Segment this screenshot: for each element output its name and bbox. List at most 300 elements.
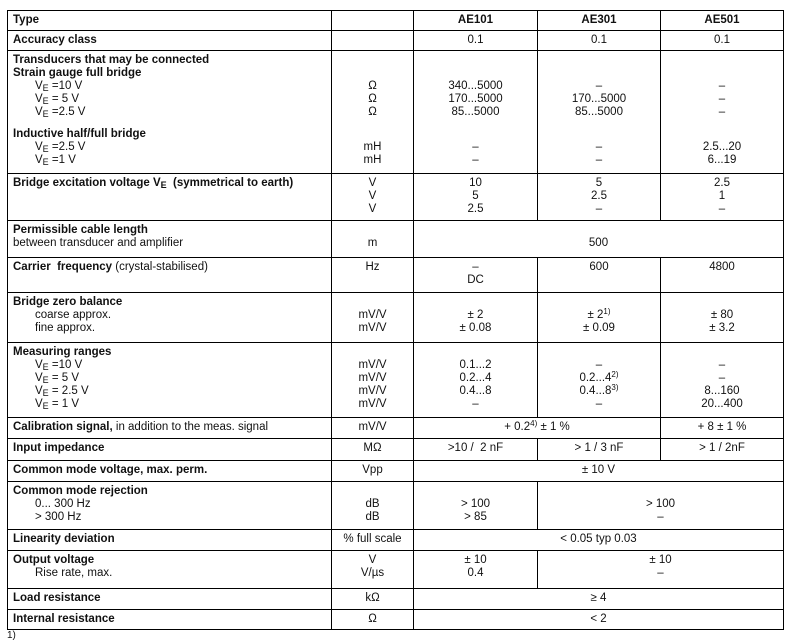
line-text: 20...400 [701, 398, 743, 410]
spec-unit [332, 174, 414, 221]
spec-label [8, 551, 332, 589]
text-line [414, 485, 537, 498]
spec-row-input-impedance [8, 439, 784, 461]
spec-label [8, 343, 332, 418]
header-row [8, 11, 784, 31]
spec-label [8, 589, 332, 610]
text-line [661, 442, 783, 455]
text-line [332, 106, 413, 119]
text-line [414, 154, 537, 167]
line-text: ± 1 % [537, 421, 570, 433]
text-line [332, 67, 413, 80]
line-text: MΩ [363, 442, 382, 454]
spec-value-ae101 [414, 293, 538, 343]
line-text: – [595, 80, 603, 92]
text-line [414, 385, 537, 398]
text-line [414, 224, 783, 237]
spec-value-ae501 [661, 293, 784, 343]
spec-label [8, 418, 332, 439]
line-text: 2.5 [467, 203, 484, 215]
text-line [414, 498, 537, 511]
spec-unit [332, 418, 414, 439]
text-line [13, 106, 331, 119]
line-text: – [718, 359, 726, 371]
line-text: 5 [472, 190, 479, 202]
line-note: (crystal-stabilised) [112, 261, 208, 273]
footnote-ref: 2) [611, 370, 619, 379]
line-text: =2.5 V [48, 106, 86, 118]
spec-unit [332, 551, 414, 589]
text-line [661, 154, 783, 167]
line-text: V [368, 203, 377, 215]
spec-unit [332, 482, 414, 530]
text-line [332, 261, 413, 274]
footnote: 1) [7, 630, 16, 641]
line-text: 0.4 [467, 567, 484, 579]
text-line [332, 141, 413, 154]
line-text: – [472, 141, 479, 153]
spec-label [8, 482, 332, 530]
spec-value-ae501 [661, 51, 784, 174]
line-text: 2.5...20 [702, 141, 742, 153]
line-text: – [657, 567, 664, 579]
text-line [13, 93, 331, 106]
spec-row-bridge-zero-balance [8, 293, 784, 343]
text-line [332, 154, 413, 167]
text-line [13, 533, 331, 546]
text-line [332, 442, 413, 455]
spacer [661, 119, 783, 128]
text-line [332, 177, 413, 190]
spec-value-ae101-span3 [414, 530, 784, 551]
line-text: 0.1 [714, 34, 730, 46]
text-line [538, 177, 660, 190]
line-text: Vpp [362, 464, 383, 476]
spacer [414, 119, 537, 128]
text-line [661, 261, 783, 274]
text-line [538, 554, 783, 567]
subscript: E [42, 96, 49, 106]
subscript: E [42, 83, 49, 93]
spec-value-ae501 [661, 418, 784, 439]
line-text: mV/V [358, 398, 387, 410]
spec-value-ae101 [414, 174, 538, 221]
text-line [13, 464, 331, 477]
spec-label [8, 51, 332, 174]
line-text: dB [365, 511, 380, 523]
text-line [414, 511, 537, 524]
text-line [332, 190, 413, 203]
line-text: V [35, 398, 43, 410]
spec-label [8, 610, 332, 630]
text-line [661, 128, 783, 141]
text-line [661, 421, 783, 434]
spec-value-ae101 [414, 31, 538, 51]
line-text: Accuracy class [13, 34, 97, 46]
text-line [332, 224, 413, 237]
spacer [332, 119, 413, 128]
line-text: Calibration signal, [13, 421, 113, 433]
text-line [538, 442, 660, 455]
line-text: m [367, 237, 378, 249]
text-line [332, 372, 413, 385]
spec-row-linearity-deviation [8, 530, 784, 551]
line-text: = 5 V [48, 93, 80, 105]
spec-label [8, 174, 332, 221]
spec-unit [332, 439, 414, 461]
line-text: Rise rate, max. [35, 567, 113, 579]
text-line [414, 141, 537, 154]
line-text: mV/V [358, 421, 387, 433]
line-text: Ω [368, 93, 377, 105]
text-line [538, 190, 660, 203]
line-text: 2.5 [714, 177, 730, 189]
text-line [661, 106, 783, 119]
line-text: > 100 [460, 498, 491, 510]
line-text: dB [365, 498, 380, 510]
line-text: – [657, 511, 664, 523]
spec-row-measuring-ranges [8, 343, 784, 418]
line-text: mH [363, 154, 382, 166]
text-line [13, 322, 331, 335]
spec-value-ae101-span3 [414, 221, 784, 258]
text-line [13, 80, 331, 93]
text-line [414, 442, 537, 455]
subscript: E [160, 180, 167, 190]
text-line [538, 54, 660, 67]
text-line [661, 54, 783, 67]
header-model-ae301: AE301 [538, 11, 661, 31]
line-text: + 0.2 [504, 421, 531, 433]
spec-label [8, 439, 332, 461]
text-line [13, 296, 331, 309]
line-text: – [718, 80, 726, 92]
line-text: 0.2...4 [459, 372, 492, 384]
text-line [538, 385, 660, 398]
text-line [414, 309, 537, 322]
text-line [538, 93, 660, 106]
line-text: 0.2...4 [579, 372, 612, 384]
text-line [332, 613, 413, 626]
line-text: Bridge excitation voltage V [13, 177, 161, 189]
text-line [538, 372, 660, 385]
text-line [661, 296, 783, 309]
spec-label [8, 258, 332, 293]
spec-value-ae301 [538, 174, 661, 221]
text-line [13, 359, 331, 372]
text-line [332, 498, 413, 511]
line-text: – [472, 398, 479, 410]
line-text: > 85 [464, 511, 487, 523]
line-text: ± 2 [587, 309, 604, 321]
header-unit-cell [332, 11, 414, 31]
text-line [332, 567, 413, 580]
spec-unit [332, 258, 414, 293]
subscript: E [42, 375, 49, 385]
text-line [332, 385, 413, 398]
spec-row-output-voltage [8, 551, 784, 589]
line-text: – [718, 372, 726, 384]
text-line [414, 322, 537, 335]
subscript: E [42, 362, 49, 372]
spec-label [8, 221, 332, 258]
text-line [538, 309, 660, 322]
text-line [332, 485, 413, 498]
text-line [661, 385, 783, 398]
line-text: > 1 / 2nF [699, 442, 745, 454]
line-text: mH [363, 141, 382, 153]
line-text: 170...5000 [448, 93, 503, 105]
text-line [414, 34, 537, 47]
line-text: > 100 [645, 498, 676, 510]
spec-value-ae501 [661, 343, 784, 418]
text-line [414, 237, 783, 250]
line-text: V [35, 385, 43, 397]
spec-value-ae101 [414, 551, 538, 589]
text-line [661, 34, 783, 47]
line-text: > 1 / 3 nF [574, 442, 624, 454]
line-text: =10 V [48, 359, 83, 371]
text-line [414, 177, 537, 190]
text-line [332, 237, 413, 250]
line-text: – [595, 154, 603, 166]
text-line [13, 372, 331, 385]
line-text: ± 10 [464, 554, 487, 566]
text-line [538, 567, 783, 580]
text-line [538, 203, 660, 216]
line-text: 85...5000 [575, 106, 623, 118]
spec-row-accuracy-class [8, 31, 784, 51]
text-line [332, 511, 413, 524]
text-line [13, 567, 331, 580]
text-line [332, 54, 413, 67]
line-text: – [718, 203, 726, 215]
text-line [414, 372, 537, 385]
line-text: – [472, 154, 479, 166]
line-text: 0... 300 Hz [35, 498, 91, 510]
line-text: mV/V [358, 359, 387, 371]
line-text: Bridge zero balance [13, 296, 123, 308]
spec-value-ae101 [414, 51, 538, 174]
line-text: =2.5 V [48, 141, 86, 153]
text-line [414, 128, 537, 141]
line-text: % full scale [343, 533, 402, 545]
line-text: coarse approx. [35, 309, 112, 321]
line-text: Hz [365, 261, 380, 273]
text-line [13, 34, 331, 47]
text-line [661, 372, 783, 385]
line-text: ± 0.08 [459, 322, 492, 334]
text-line [332, 93, 413, 106]
line-text: Internal resistance [13, 613, 115, 625]
spec-label [8, 461, 332, 482]
line-text: V [35, 93, 43, 105]
line-text: V/µs [360, 567, 385, 579]
text-line [13, 177, 331, 190]
spec-row-carrier-frequency [8, 258, 784, 293]
line-text: ± 0.09 [583, 322, 615, 334]
text-line [414, 359, 537, 372]
text-line [538, 322, 660, 335]
line-text: > 300 Hz [35, 511, 82, 523]
specifications-table [7, 10, 784, 630]
text-line [13, 67, 331, 80]
text-line [661, 93, 783, 106]
text-line [414, 554, 537, 567]
spec-row-bridge-excitation-voltage [8, 174, 784, 221]
text-line [538, 141, 660, 154]
text-line [538, 67, 660, 80]
line-text: 600 [589, 261, 609, 273]
line-text: – [718, 106, 726, 118]
spec-row-load-resistance [8, 589, 784, 610]
line-text: 0.1 [591, 34, 607, 46]
line-text: – [472, 261, 479, 273]
subscript: E [42, 157, 49, 167]
text-line [661, 141, 783, 154]
line-text: Strain gauge full bridge [13, 67, 142, 79]
text-line [414, 296, 537, 309]
line-text: ± 2 [467, 309, 484, 321]
text-line [538, 80, 660, 93]
spec-unit [332, 221, 414, 258]
spec-unit [332, 589, 414, 610]
spec-value-ae301 [538, 293, 661, 343]
text-line [661, 359, 783, 372]
line-text: >10 / 2 nF [447, 442, 504, 454]
line-text: V [35, 80, 43, 92]
spec-unit [332, 31, 414, 51]
spec-row-calibration-signal [8, 418, 784, 439]
text-line [332, 296, 413, 309]
line-text: Measuring ranges [13, 346, 112, 358]
spec-value-ae301-span2 [538, 482, 784, 530]
line-text: – [718, 93, 726, 105]
text-line [661, 203, 783, 216]
text-line [13, 224, 331, 237]
text-line [13, 442, 331, 455]
text-line [414, 567, 537, 580]
spec-row-transducers [8, 51, 784, 174]
text-line [661, 67, 783, 80]
header-model-ae101: AE101 [414, 11, 538, 31]
text-line [661, 190, 783, 203]
text-line [414, 106, 537, 119]
spec-value-ae501 [661, 31, 784, 51]
spec-value-ae301 [538, 31, 661, 51]
line-text: – [595, 141, 603, 153]
text-line [538, 511, 783, 524]
line-text: 85...5000 [451, 106, 500, 118]
text-line [332, 421, 413, 434]
spec-value-ae301 [538, 51, 661, 174]
text-line [13, 237, 331, 250]
spec-row-permissible-cable-length [8, 221, 784, 258]
text-line [538, 34, 660, 47]
spec-label [8, 31, 332, 51]
line-note: in addition to the meas. signal [112, 421, 269, 433]
text-line [13, 485, 331, 498]
line-text: 0.1 [467, 34, 484, 46]
text-line [13, 421, 331, 434]
spec-value-ae101 [414, 482, 538, 530]
text-line [332, 359, 413, 372]
line-text: ± 10 [649, 554, 672, 566]
text-line [414, 464, 783, 477]
line-text: ≥ 4 [590, 592, 607, 604]
text-line [414, 93, 537, 106]
footnote-ref: 3) [611, 383, 619, 392]
line-text: V [368, 177, 377, 189]
text-line [414, 398, 537, 411]
text-line [13, 592, 331, 605]
line-text: Carrier frequency [13, 261, 113, 273]
text-line [538, 398, 660, 411]
spec-unit [332, 530, 414, 551]
text-line [13, 613, 331, 626]
line-text: mV/V [358, 309, 387, 321]
line-text: V [368, 554, 377, 566]
text-line [13, 346, 331, 359]
line-text: kΩ [365, 592, 380, 604]
text-line [13, 511, 331, 524]
spec-value-ae501 [661, 258, 784, 293]
line-text: = 2.5 V [48, 385, 89, 397]
line-text: 500 [588, 237, 609, 249]
text-line [332, 533, 413, 546]
spec-value-ae101-span3 [414, 610, 784, 630]
spec-label [8, 293, 332, 343]
line-text: V [35, 141, 43, 153]
text-line [414, 533, 783, 546]
text-line [332, 346, 413, 359]
footnote-ref: 1) [603, 307, 611, 316]
spec-value-ae301-span2 [538, 551, 784, 589]
line-text: V [368, 190, 377, 202]
text-line [414, 67, 537, 80]
line-text: DC [467, 274, 484, 286]
subscript: E [42, 388, 49, 398]
spec-value-ae501 [661, 439, 784, 461]
line-text: 170...5000 [571, 93, 627, 105]
line-text: ± 10 V [581, 464, 616, 476]
line-text: mV/V [358, 322, 387, 334]
subscript: E [42, 144, 49, 154]
text-line [538, 498, 783, 511]
line-text: V [35, 372, 43, 384]
spec-value-ae101 [414, 439, 538, 461]
spec-value-ae101 [414, 343, 538, 418]
line-text: V [35, 154, 43, 166]
spec-value-ae501 [661, 174, 784, 221]
line-text: 2.5 [591, 190, 607, 202]
spec-value-ae101 [414, 258, 538, 293]
text-line [414, 190, 537, 203]
spec-value-ae101-span3 [414, 589, 784, 610]
text-line [661, 80, 783, 93]
line-text: fine approx. [35, 322, 96, 334]
text-line [13, 309, 331, 322]
spec-value-ae301 [538, 343, 661, 418]
text-line [414, 54, 537, 67]
spacer [538, 119, 660, 128]
line-text: 0.4...8 [459, 385, 492, 397]
line-text: ± 3.2 [709, 322, 735, 334]
text-line [332, 80, 413, 93]
line-text: < 0.05 typ 0.03 [560, 533, 637, 545]
spec-value-ae101-span2 [414, 418, 661, 439]
text-line [332, 322, 413, 335]
